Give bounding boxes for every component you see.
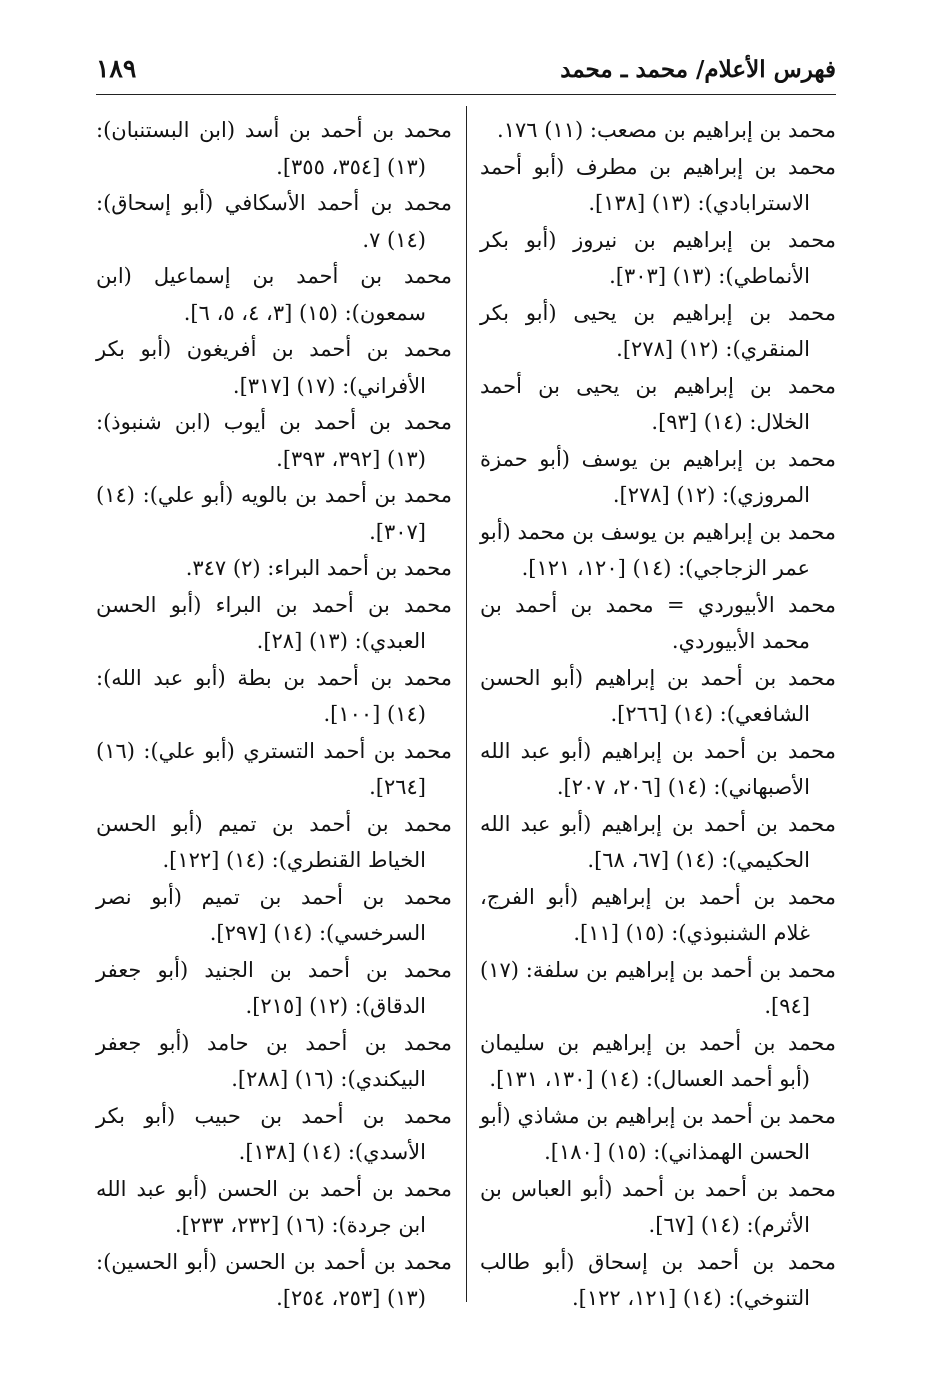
index-entry: محمد بن أحمد بن تميم (أبو الحسن الخياط القنطري): (١٤) [١٢٢]. — [96, 811, 452, 872]
index-entry: محمد بن أحمد بن الجنيد (أبو جعفر الدقاق): (١٢) [٢١٥]. — [96, 957, 452, 1018]
index-entry: محمد بن إبراهيم بن يحيى (أبو بكر المنقري): (١٢) [٢٧٨]. — [480, 300, 836, 361]
index-entry: محمد بن أحمد بن أسد (ابن البستنبان): (١٣) [٣٥٤، ٣٥٥]. — [96, 118, 452, 179]
index-entry: محمد بن أحمد بن أفريغون (أبو بكر الأفراني): (١٧) [٣١٧]. — [96, 337, 452, 398]
index-entry: محمد بن إبراهيم بن يوسف (أبو حمزة المروزي): (١٢) [٢٧٨]. — [480, 446, 836, 507]
index-entry: محمد بن أحمد بن إبراهيم (أبو الفرج، غلام الشنبوذي): (١٥) [١١]. — [480, 884, 836, 945]
index-column-left — [96, 112, 452, 1317]
index-entry: محمد بن أحمد بن بالويه (أبو علي): (١٤) [٣٠٧]. — [96, 483, 452, 544]
index-entry: محمد بن أحمد بن إبراهيم (أبو عبد الله الحكيمي): (١٤) [٦٧، ٦٨]. — [480, 811, 836, 872]
index-entry: محمد بن أحمد بن إسماعيل (ابن سمعون): (١٥) [٣، ٤، ٥، ٦]. — [96, 264, 452, 325]
index-entry: محمد بن أحمد البراء: (٢) ٣٤٧. — [185, 556, 452, 580]
page-number: ١٨٩ — [96, 54, 137, 83]
header-rule — [96, 94, 836, 95]
index-entry: محمد بن أحمد بن إبراهيم بن سليمان (أبو أحمد العسال): (١٤) [١٣٠، ١٣١]. — [480, 1030, 836, 1091]
index-entry: محمد بن أحمد بن إسحاق (أبو طالب التنوخي): (١٤) [١٢١، ١٢٢]. — [480, 1249, 836, 1310]
index-entry: محمد بن إبراهيم بن نيروز (أبو بكر الأنماطي): (١٣) [٣٠٣]. — [480, 227, 836, 288]
index-entry: محمد بن أحمد بن حامد (أبو جعفر البيكندي): (١٦) [٢٨٨]. — [96, 1030, 452, 1091]
page-header — [96, 48, 836, 92]
index-entry: محمد بن إبراهيم بن يوسف بن محمد (أبو عمر الزجاجي): (١٤) [١٢٠، ١٢١]. — [480, 519, 836, 580]
index-entry: محمد بن إبراهيم بن مطرف (أبو أحمد الاسترابادي): (١٣) [١٣٨]. — [480, 154, 836, 215]
index-entry: محمد بن أحمد التستري (أبو علي): (١٦) [٢٦٤]. — [96, 738, 452, 799]
running-title: فهرس الأعلام/ محمد ـ محمد — [560, 56, 836, 83]
index-entry: محمد بن أحمد بن إبراهيم بن مشاذي (أبو الحسن الهمذاني): (١٥) [١٨٠]. — [480, 1103, 836, 1164]
index-entry: محمد بن أحمد بن الحسن (أبو عبد الله ابن جردة): (١٦) [٢٣٢، ٢٣٣]. — [96, 1176, 452, 1237]
index-entry: محمد بن أحمد بن حبيب (أبو بكر الأسدي): (١٤) [١٣٨]. — [96, 1103, 452, 1164]
column-divider — [466, 106, 467, 1302]
index-entry: محمد بن إبراهيم بن مصعب: (١١) ١٧٦. — [497, 118, 836, 142]
index-entry: محمد بن أحمد الأسكافي (أبو إسحاق): (١٤) ٧. — [96, 191, 452, 252]
index-entry: محمد بن أحمد بن إبراهيم بن سلفة: (١٧) [٩٤]. — [480, 957, 836, 1018]
index-entry: محمد بن إبراهيم بن يحيى بن أحمد الخلال: (١٤) [٩٣]. — [480, 373, 836, 434]
index-entry: محمد الأبيوردي = محمد بن أحمد بن محمد الأبيوردي. — [480, 592, 836, 653]
index-entry: محمد بن أحمد بن أيوب (ابن شنبوذ): (١٣) [٣٩٢، ٣٩٣]. — [96, 410, 452, 471]
index-entry: محمد بن أحمد بن تميم (أبو نصر السرخسي): (١٤) [٢٩٧]. — [96, 884, 452, 945]
index-entry: محمد بن أحمد بن البراء (أبو الحسن العبدي): (١٣) [٢٨]. — [96, 592, 452, 653]
index-entry: محمد بن أحمد بن بطة (أبو عبد الله): (١٤) [١٠٠]. — [96, 665, 452, 726]
index-entry: محمد بن أحمد بن إبراهيم (أبو عبد الله الأصبهاني): (١٤) [٢٠٦، ٢٠٧]. — [480, 738, 836, 799]
index-entry: محمد بن أحمد بن إبراهيم (أبو الحسن الشافعي): (١٤) [٢٦٦]. — [480, 665, 836, 726]
index-entry: محمد بن أحمد بن الحسن (أبو الحسين): (١٣) [٢٥٣، ٢٥٤]. — [96, 1249, 452, 1310]
index-entry: محمد بن أحمد بن أحمد (أبو العباس بن الأثرم): (١٤) [٦٧]. — [480, 1176, 836, 1237]
index-column-right — [480, 112, 836, 1317]
